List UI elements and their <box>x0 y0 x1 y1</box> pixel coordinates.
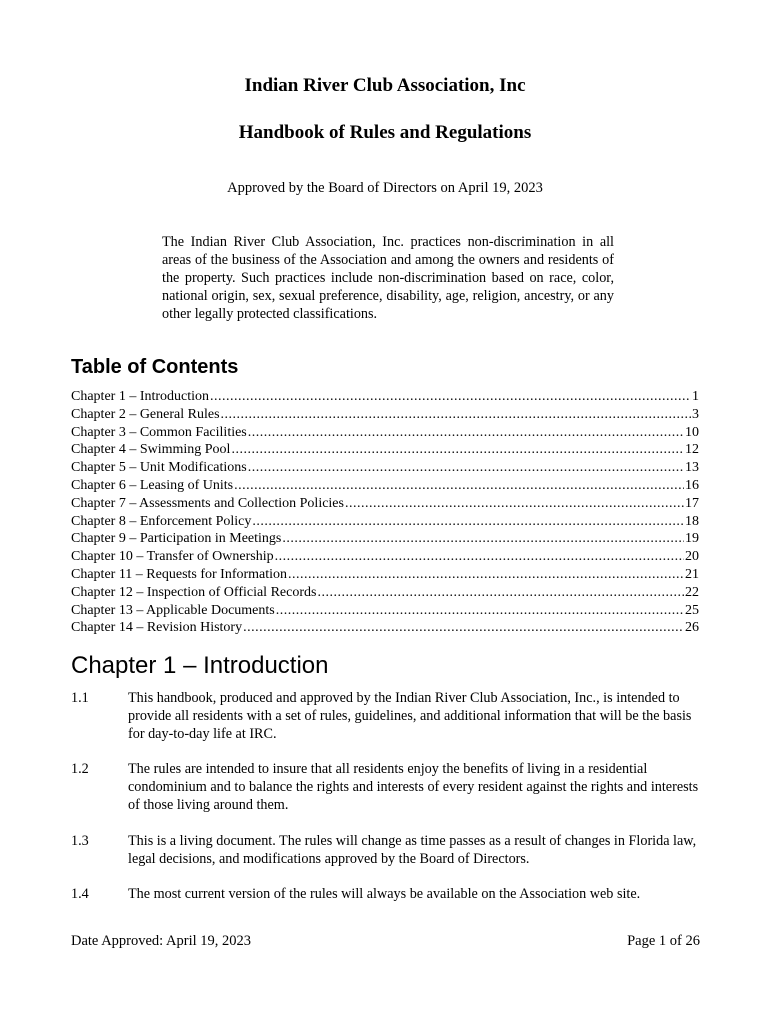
table-of-contents <box>71 388 699 637</box>
toc-entry-label: Chapter 2 – General Rules <box>71 406 220 422</box>
toc-entry[interactable] <box>71 388 699 406</box>
toc-entry-page: 26 <box>685 620 699 636</box>
toc-entry-label: Chapter 9 – Participation in Meetings <box>71 531 282 547</box>
toc-entry[interactable] <box>71 441 699 459</box>
toc-entry-label: Chapter 6 – Leasing of Units <box>71 477 234 493</box>
toc-entry[interactable] <box>71 495 699 513</box>
toc-entry-label: Chapter 1 – Introduction <box>71 389 210 404</box>
toc-leader-dots <box>234 477 684 495</box>
toc-leader-dots <box>282 530 684 548</box>
toc-entry-page: 12 <box>685 442 699 458</box>
toc-entry-label: Chapter 12 – Inspection of Official Records <box>71 584 317 600</box>
toc-entry-page: 20 <box>685 549 699 565</box>
toc-entry[interactable] <box>71 459 699 477</box>
toc-leader-dots <box>288 566 684 584</box>
clause-text: The most current version of the rules will always be available on the Association web site. <box>128 886 641 902</box>
chapter-heading: Chapter 1 – Introduction <box>71 652 329 679</box>
toc-entry-page: 25 <box>685 602 699 618</box>
approval-line: Approved by the Board of Directors on April 19, 2023 <box>227 180 543 196</box>
toc-heading: Table of Contents <box>71 356 239 378</box>
toc-entry-label: Chapter 8 – Enforcement Policy <box>71 513 252 529</box>
toc-entry[interactable] <box>71 424 699 442</box>
toc-leader-dots <box>221 406 691 424</box>
toc-leader-dots <box>231 441 684 459</box>
toc-leader-dots <box>345 495 684 513</box>
toc-entry[interactable] <box>71 584 699 602</box>
clause-text: This handbook, produced and approved by the Indian River Club Association, Inc., is intended to provide all residents with a set of rules, guidelines, and additional information that will be the basis for day-to-day life at IRC. <box>128 690 692 742</box>
toc-entry-page: 16 <box>685 477 699 493</box>
clause-number: 1.4 <box>71 886 89 902</box>
toc-entry-label: Chapter 5 – Unit Modifications <box>71 460 247 476</box>
toc-leader-dots <box>276 602 684 620</box>
toc-entry-page: 21 <box>685 566 699 582</box>
toc-entry[interactable] <box>71 477 699 495</box>
toc-leader-dots <box>252 513 684 531</box>
non-discrimination-statement: The Indian River Club Association, Inc. practices non-discrimination in all areas of the business of the Association and among the owners and residents of the property. Such practices include non-discrimination based on race, color, national origin, sex, sexual preference, disability, age, religion, ancestry, or any other legally protected classifications. <box>162 234 614 322</box>
toc-entry-label: Chapter 11 – Requests for Information <box>71 566 288 582</box>
page-footer <box>71 933 700 950</box>
toc-entry-page: 18 <box>685 513 699 529</box>
toc-entry[interactable] <box>71 566 699 584</box>
toc-entry-page: 22 <box>685 584 699 600</box>
toc-entry-page: 19 <box>685 531 699 547</box>
toc-entry[interactable] <box>71 548 699 566</box>
toc-entry-page: 1 <box>692 389 699 404</box>
clause-number: 1.2 <box>71 761 89 777</box>
toc-entry[interactable] <box>71 602 699 620</box>
toc-entry-page: 17 <box>685 495 699 511</box>
footer-page-number: Page 1 of 26 <box>627 933 700 949</box>
toc-entry-label: Chapter 10 – Transfer of Ownership <box>71 549 274 565</box>
org-title: Indian River Club Association, Inc <box>244 75 526 96</box>
clause-number: 1.3 <box>71 833 89 849</box>
toc-leader-dots <box>317 584 684 602</box>
toc-entry-label: Chapter 14 – Revision History <box>71 620 243 636</box>
toc-entry-label: Chapter 3 – Common Facilities <box>71 424 247 440</box>
toc-entry-page: 10 <box>685 424 699 440</box>
toc-entry[interactable] <box>71 406 699 424</box>
toc-leader-dots <box>243 619 684 637</box>
toc-entry[interactable] <box>71 513 699 531</box>
toc-leader-dots <box>275 548 684 566</box>
toc-entry-label: Chapter 7 – Assessments and Collection Policies <box>71 495 344 511</box>
toc-entry[interactable] <box>71 530 699 548</box>
toc-leader-dots <box>248 459 684 477</box>
toc-entry[interactable] <box>71 619 699 637</box>
toc-entry-label: Chapter 13 – Applicable Documents <box>71 602 275 618</box>
handbook-title: Handbook of Rules and Regulations <box>238 122 532 143</box>
toc-leader-dots <box>248 424 684 442</box>
toc-leader-dots <box>210 388 691 406</box>
clause-number: 1.1 <box>71 690 89 706</box>
toc-entry-label: Chapter 4 – Swimming Pool <box>71 442 231 458</box>
toc-entry-page: 3 <box>692 406 699 422</box>
toc-entry-page: 13 <box>685 460 699 476</box>
footer-date-approved: Date Approved: April 19, 2023 <box>71 933 252 949</box>
clause-text: This is a living document. The rules will change as time passes as a result of changes in Florida law, legal decisions, and modifications approved by the Board of Directors. <box>128 833 697 867</box>
clause-text: The rules are intended to insure that all residents enjoy the benefits of living in a residential condominium and to balance the rights and interests of every resident against the rights and interests of those living around them. <box>128 761 699 813</box>
